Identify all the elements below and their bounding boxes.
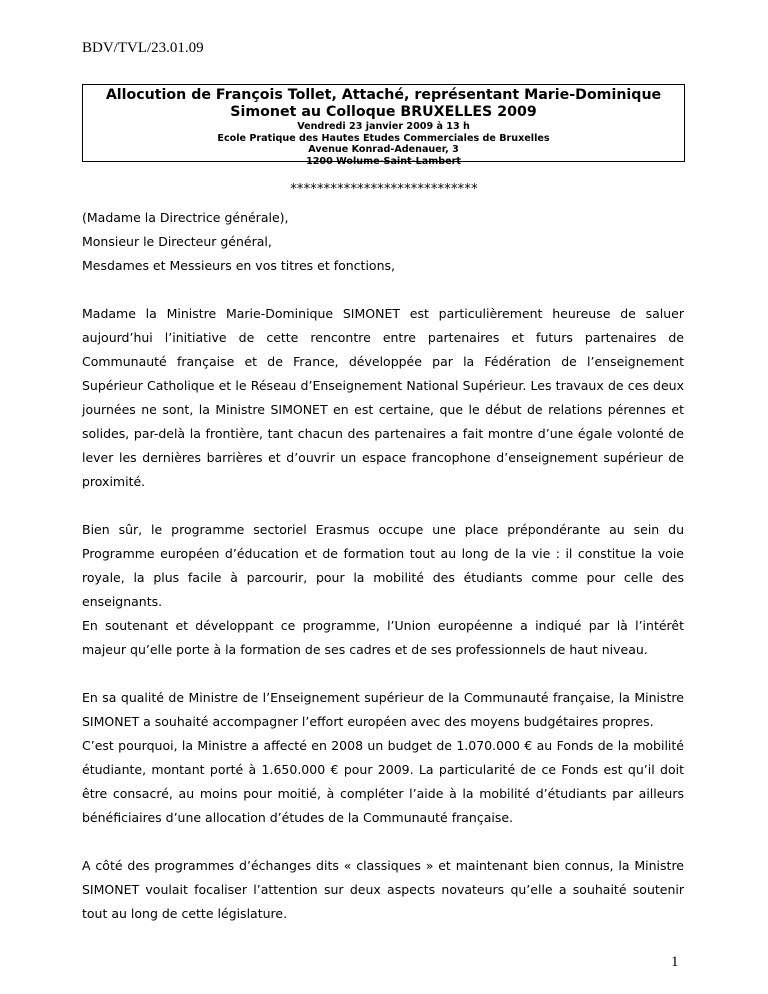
paragraph-budget: C’est pourquoi, la Ministre a affecté en 2008 un budget de 1.070.000 € au Fonds de la mobilité étudiante, montant porté à 1.650.000 € pour 2009. La particularité de ce Fonds est qu’il doit être consacré, au moins pour moitié, à compléter l’aide à la mobilité d’étudiants par ailleurs bénéficiaires d’une allocation d’études de la Communauté française. — [82, 738, 684, 825]
document-reference: BDV/TVL/23.01.09 — [82, 40, 204, 56]
separator-line: **************************** — [290, 182, 478, 197]
salutation-line: Mesdames et Messieurs en vos titres et fonctions, — [82, 258, 395, 273]
event-venue: Ecole Pratique des Hautes Etudes Commerciales de Bruxelles — [217, 132, 550, 144]
speech-title: Allocution de François Tollet, Attaché, représentant Marie-Dominique Simonet au Colloque BRUXELLES 2009 — [105, 87, 662, 120]
paragraph-intro: Madame la Ministre Marie-Dominique SIMONET est particulièrement heureuse de saluer aujourd’hui l’initiative de cette rencontre entre partenaires et futurs partenaires de Communauté française et de France, développée par la Fédération de l’enseignement Supérieur Catholique et le Réseau d’Enseignement National Supérieur. Les travaux de ces deux journées ne sont, la Ministre SIMONET en est certaine, que le début de relations pérennes et solides, par-delà la frontière, tant chacun des partenaires a fait montre d’une égale volonté de lever les dernières barrières et d’ouvrir un espace francophone d’enseignement supérieur de proximité. — [82, 306, 684, 489]
paragraph-erasmus: Bien sûr, le programme sectoriel Erasmus occupe une place prépondérante au sein du Programme européen d’éducation et de formation tout au long de la vie : il constitue la voie royale, la plus facile à parcourir, pour la mobilité des étudiants comme pour celle des enseignants. — [82, 522, 684, 609]
paragraph-novel-aspects: A côté des programmes d’échanges dits « classiques » et maintenant bien connus, la Ministre SIMONET voulait focaliser l’attention sur deux aspects novateurs qu’elle a souhaité soutenir tout au long de cette législature. — [82, 858, 684, 921]
page-number: 1 — [671, 954, 679, 970]
event-city: 1200 Wolume-Saint-Lambert — [306, 155, 461, 167]
salutation-line: Monsieur le Directeur général, — [82, 234, 272, 249]
event-street: Avenue Konrad-Adenauer, 3 — [308, 144, 459, 155]
title-box — [82, 84, 685, 167]
salutation-line: (Madame la Directrice générale), — [82, 210, 289, 225]
event-date: Vendredi 23 janvier 2009 à 13 h — [297, 121, 470, 132]
speech-body — [82, 206, 684, 926]
paragraph-union: En soutenant et développant ce programme, l’Union européenne a indiqué par là l’intérêt majeur qu’elle porte à la formation de ses cadres et de ses professionnels de haut niveau. — [82, 618, 684, 657]
paragraph-minister-role: En sa qualité de Ministre de l’Enseignement supérieur de la Communauté française, la Ministre SIMONET a souhaité accompagner l’effort européen avec des moyens budgétaires propres. — [82, 690, 684, 729]
